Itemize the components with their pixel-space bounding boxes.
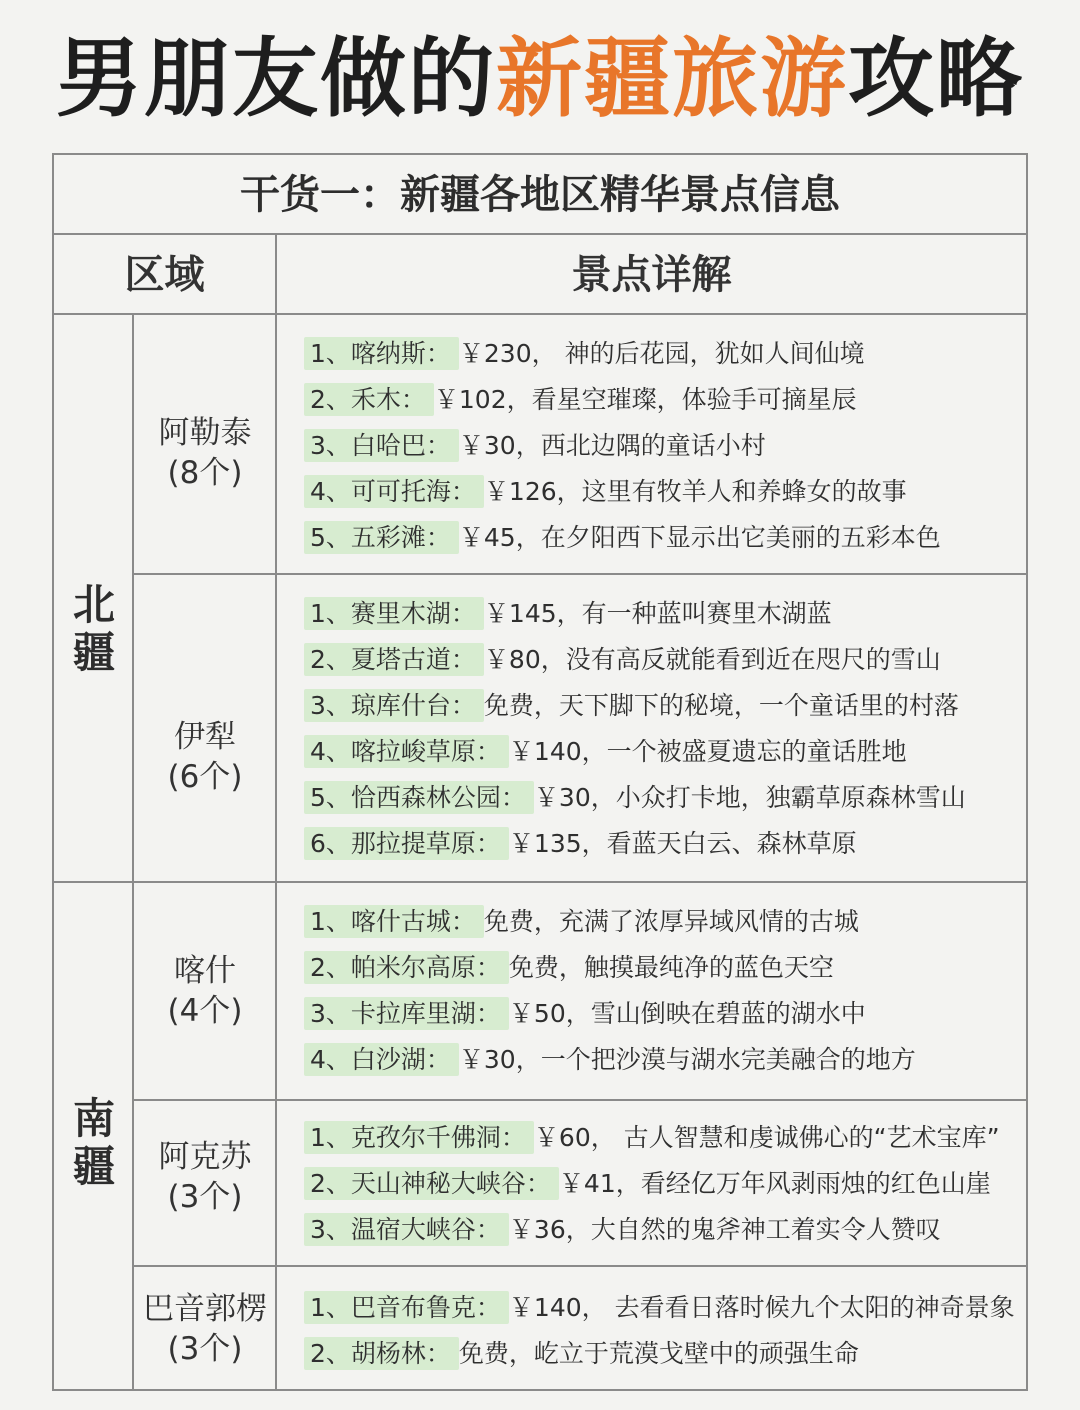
attraction-name: 5、恰西森林公园： bbox=[304, 781, 534, 814]
list-item bbox=[304, 991, 1024, 1037]
header-region: 区域 bbox=[124, 252, 205, 298]
attraction-name: 4、喀拉峻草原： bbox=[304, 735, 509, 768]
attraction-name: 1、喀什古城： bbox=[304, 905, 484, 938]
attraction-desc: ￥80，没有高反就能看到近在咫尺的雪山 bbox=[483, 645, 941, 674]
list-item bbox=[304, 899, 1024, 945]
area-name: 巴音郭楞 bbox=[143, 1291, 267, 1327]
page-title bbox=[0, 24, 1080, 134]
attraction-name: 3、白哈巴： bbox=[304, 429, 459, 462]
attraction-name: 6、那拉提草原： bbox=[304, 827, 509, 860]
attraction-name: 3、卡拉库里湖： bbox=[304, 997, 509, 1030]
region-north-xinjiang bbox=[54, 581, 134, 677]
area-items-kashgar bbox=[304, 899, 1024, 1083]
table-caption: 干货一：新疆各地区精华景点信息 bbox=[240, 172, 840, 218]
attraction-name: 1、赛里木湖： bbox=[304, 597, 484, 630]
attraction-desc: ￥50，雪山倒映在碧蓝的湖水中 bbox=[508, 999, 866, 1028]
attraction-desc: ￥41，看经亿万年风剥雨烛的红色山崖 bbox=[558, 1169, 991, 1198]
list-item bbox=[304, 1161, 1024, 1207]
attraction-name: 4、白沙湖： bbox=[304, 1043, 459, 1076]
list-item bbox=[304, 1207, 1024, 1253]
header-details: 景点详解 bbox=[571, 252, 732, 298]
region-char: 疆 bbox=[72, 1142, 115, 1191]
attraction-name: 1、克孜尔千佛洞： bbox=[304, 1121, 534, 1154]
list-item bbox=[304, 821, 1024, 867]
area-count: (3个) bbox=[167, 1331, 243, 1367]
attractions-table bbox=[52, 153, 1028, 1391]
attraction-name: 2、天山神秘大峡谷： bbox=[304, 1167, 559, 1200]
attraction-desc: ￥30，西北边隅的童话小村 bbox=[458, 431, 766, 460]
list-item bbox=[304, 591, 1024, 637]
area-items-aksu bbox=[304, 1115, 1024, 1253]
region-char: 南 bbox=[72, 1094, 115, 1143]
list-item bbox=[304, 377, 1024, 423]
attraction-desc: ￥126，这里有牧羊人和养蜂女的故事 bbox=[483, 477, 907, 506]
attraction-name: 1、巴音布鲁克： bbox=[304, 1291, 509, 1324]
attraction-desc: 免费，充满了浓厚异域风情的古城 bbox=[483, 907, 859, 936]
attraction-name: 2、夏塔古道： bbox=[304, 643, 484, 676]
list-item bbox=[304, 515, 1024, 561]
area-name: 阿勒泰 bbox=[158, 415, 252, 451]
region-south-xinjiang bbox=[54, 1095, 134, 1191]
attraction-name: 1、喀纳斯： bbox=[304, 337, 459, 370]
attraction-desc: ￥45，在夕阳西下显示出它美丽的五彩本色 bbox=[458, 523, 941, 552]
list-item bbox=[304, 1115, 1024, 1161]
attraction-name: 2、胡杨林： bbox=[304, 1337, 459, 1370]
attraction-desc: 免费，触摸最纯净的蓝色天空 bbox=[508, 953, 834, 982]
area-name: 喀什 bbox=[174, 953, 236, 989]
list-item bbox=[304, 331, 1024, 377]
area-items-altay bbox=[304, 331, 1024, 561]
attraction-desc: ￥60， 古人智慧和虔诚佛心的“艺术宝库” bbox=[533, 1123, 1000, 1152]
area-altay bbox=[134, 413, 276, 493]
area-items-ili bbox=[304, 591, 1024, 867]
list-item bbox=[304, 1331, 1024, 1377]
area-name: 伊犁 bbox=[174, 719, 236, 755]
attraction-name: 4、可可托海： bbox=[304, 475, 484, 508]
attraction-name: 3、琼库什台： bbox=[304, 689, 484, 722]
area-count: (3个) bbox=[167, 1179, 243, 1215]
area-count: (6个) bbox=[167, 759, 243, 795]
area-aksu bbox=[134, 1137, 276, 1217]
area-name: 阿克苏 bbox=[158, 1139, 252, 1175]
divider bbox=[134, 1099, 1026, 1101]
attraction-desc: ￥30，小众打卡地，独霸草原森林雪山 bbox=[533, 783, 966, 812]
divider bbox=[134, 573, 1026, 575]
list-item bbox=[304, 469, 1024, 515]
attraction-desc: ￥140， 去看看日落时候九个太阳的神奇景象 bbox=[508, 1293, 1015, 1322]
title-suffix: 攻略 bbox=[848, 29, 1024, 129]
divider bbox=[134, 1265, 1026, 1267]
list-item bbox=[304, 683, 1024, 729]
region-char: 疆 bbox=[72, 628, 115, 677]
attraction-desc: ￥140，一个被盛夏遗忘的童话胜地 bbox=[508, 737, 907, 766]
area-bayingolin bbox=[134, 1289, 276, 1369]
title-prefix: 男朋友做的 bbox=[56, 29, 496, 129]
area-kashgar bbox=[134, 951, 276, 1031]
attraction-name: 3、温宿大峡谷： bbox=[304, 1213, 509, 1246]
area-items-bayingolin bbox=[304, 1285, 1024, 1377]
attraction-desc: ￥145，有一种蓝叫赛里木湖蓝 bbox=[483, 599, 832, 628]
region-char: 北 bbox=[72, 580, 115, 629]
attraction-name: 5、五彩滩： bbox=[304, 521, 459, 554]
list-item bbox=[304, 423, 1024, 469]
attraction-desc: ￥102，看星空璀璨，体验手可摘星辰 bbox=[433, 385, 857, 414]
area-ili bbox=[134, 717, 276, 797]
area-count: (4个) bbox=[167, 993, 243, 1029]
list-item bbox=[304, 945, 1024, 991]
divider bbox=[54, 881, 1026, 883]
attraction-name: 2、帕米尔高原： bbox=[304, 951, 509, 984]
list-item bbox=[304, 1037, 1024, 1083]
attraction-name: 2、禾木： bbox=[304, 383, 434, 416]
list-item bbox=[304, 1285, 1024, 1331]
attraction-desc: ￥30，一个把沙漠与湖水完美融合的地方 bbox=[458, 1045, 916, 1074]
attraction-desc: ￥135，看蓝天白云、森林草原 bbox=[508, 829, 857, 858]
list-item bbox=[304, 775, 1024, 821]
attraction-desc: ￥230， 神的后花园，犹如人间仙境 bbox=[458, 339, 865, 368]
attraction-desc: 免费，天下脚下的秘境，一个童话里的村落 bbox=[483, 691, 959, 720]
area-count: (8个) bbox=[167, 455, 243, 491]
list-item bbox=[304, 637, 1024, 683]
list-item bbox=[304, 729, 1024, 775]
attraction-desc: ￥36，大自然的鬼斧神工着实令人赞叹 bbox=[508, 1215, 941, 1244]
attraction-desc: 免费，屹立于荒漠戈壁中的顽强生命 bbox=[458, 1339, 859, 1368]
title-highlight: 新疆旅游 bbox=[496, 29, 848, 129]
